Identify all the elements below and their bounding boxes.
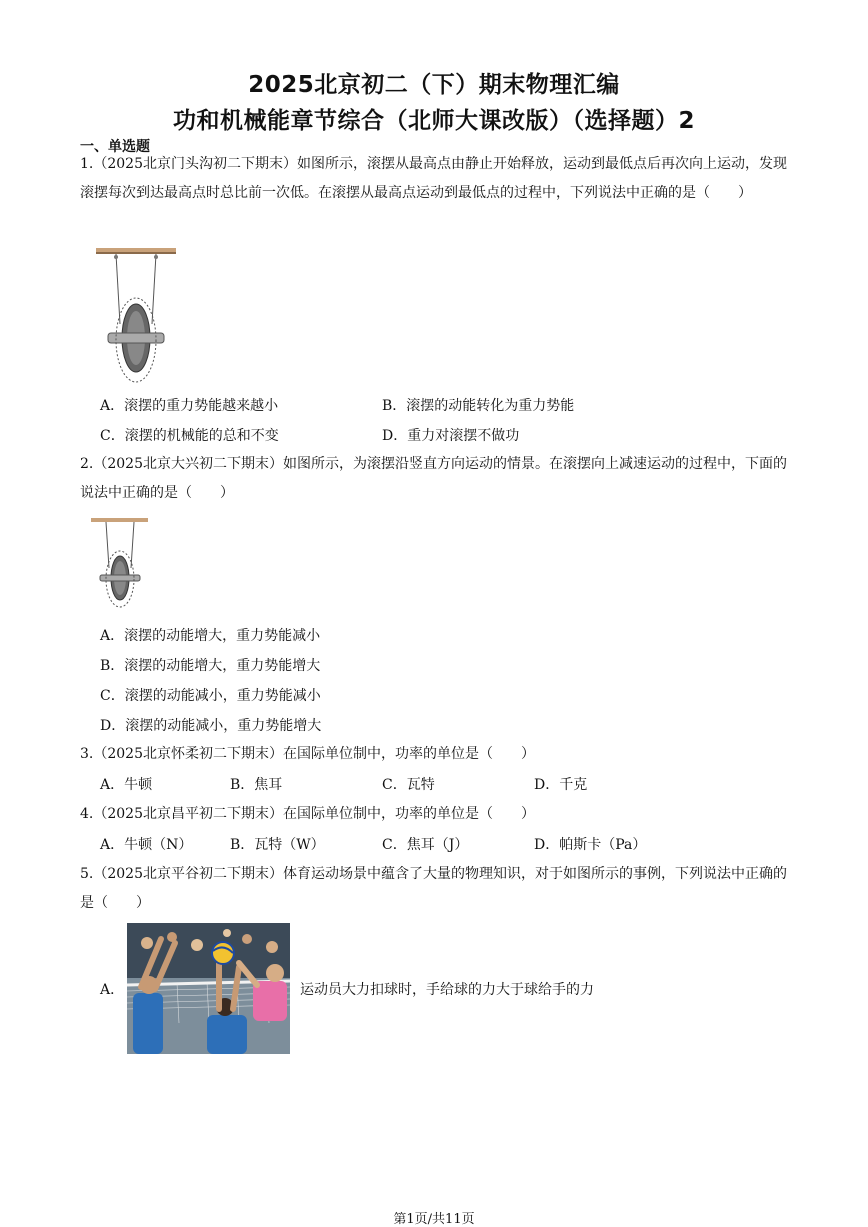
- question-1-option-d: D．重力对滚摆不做功: [382, 428, 520, 444]
- question-1-text: 1.（2025北京门头沟初二下期末）如图所示，滚摆从最高点由静止开始释放，运动到最低点后再次向上运动，发现滚摆每次到达最高点时总比前一次低。在滚摆从最高点运动到最低点的过程中，下列说法中正确的是（ ）: [80, 156, 787, 201]
- question-3-option-d: D．千克: [534, 777, 588, 793]
- question-4-option-a: A．牛顿（N）: [100, 837, 193, 853]
- question-2-option-a: A．滚摆的动能增大，重力势能减小: [100, 628, 321, 644]
- volleyball-photo: [127, 923, 290, 1054]
- page-number: 第1页/共11页: [393, 1212, 475, 1227]
- yo-yo-pendulum-figure-2: [90, 516, 150, 616]
- document-title-line1: 2025北京初二（下）期末物理汇编: [248, 72, 620, 98]
- question-3-option-b: B．焦耳: [230, 777, 283, 793]
- question-5-text: 5.（2025北京平谷初二下期末）体育运动场景中蕴含了大量的物理知识，对于如图所示的事例，下列说法中正确的是（ ）: [80, 866, 787, 911]
- question-2-option-d: D．滚摆的动能减小，重力势能增大: [100, 718, 322, 734]
- question-1-option-b: B．滚摆的动能转化为重力势能: [382, 398, 575, 414]
- section-heading: 一、单选题: [80, 139, 150, 155]
- question-4-text: 4.（2025北京昌平初二下期末）在国际单位制中，功率的单位是（ ）: [80, 806, 535, 822]
- question-1-option-c: C．滚摆的机械能的总和不变: [100, 428, 279, 444]
- question-2-option-c: C．滚摆的动能减小，重力势能减小: [100, 688, 321, 704]
- question-3-text: 3.（2025北京怀柔初二下期末）在国际单位制中，功率的单位是（ ）: [80, 746, 535, 762]
- question-4-option-b: B．瓦特（W）: [230, 837, 325, 853]
- question-2-option-b: B．滚摆的动能增大，重力势能增大: [100, 658, 321, 674]
- question-2-text: 2.（2025北京大兴初二下期末）如图所示，为滚摆沿竖直方向运动的情景。在滚摆向上减速运动的过程中，下面的说法中正确的是（ ）: [80, 456, 787, 501]
- question-1-option-a: A．滚摆的重力势能越来越小: [100, 398, 279, 414]
- question-5-option-a-label: A．: [100, 982, 125, 998]
- question-3-option-c: C．瓦特: [382, 777, 435, 793]
- question-5-option-a-text: 运动员大力扣球时，手给球的力大于球给手的力: [300, 982, 594, 998]
- question-4-option-c: C．焦耳（J）: [382, 837, 469, 853]
- question-4-option-d: D．帕斯卡（Pa）: [534, 837, 647, 853]
- yo-yo-pendulum-figure-1: [94, 244, 178, 388]
- question-3-option-a: A．牛顿: [100, 777, 153, 793]
- document-title-line2: 功和机械能章节综合（北师大课改版）（选择题）2: [172, 108, 695, 134]
